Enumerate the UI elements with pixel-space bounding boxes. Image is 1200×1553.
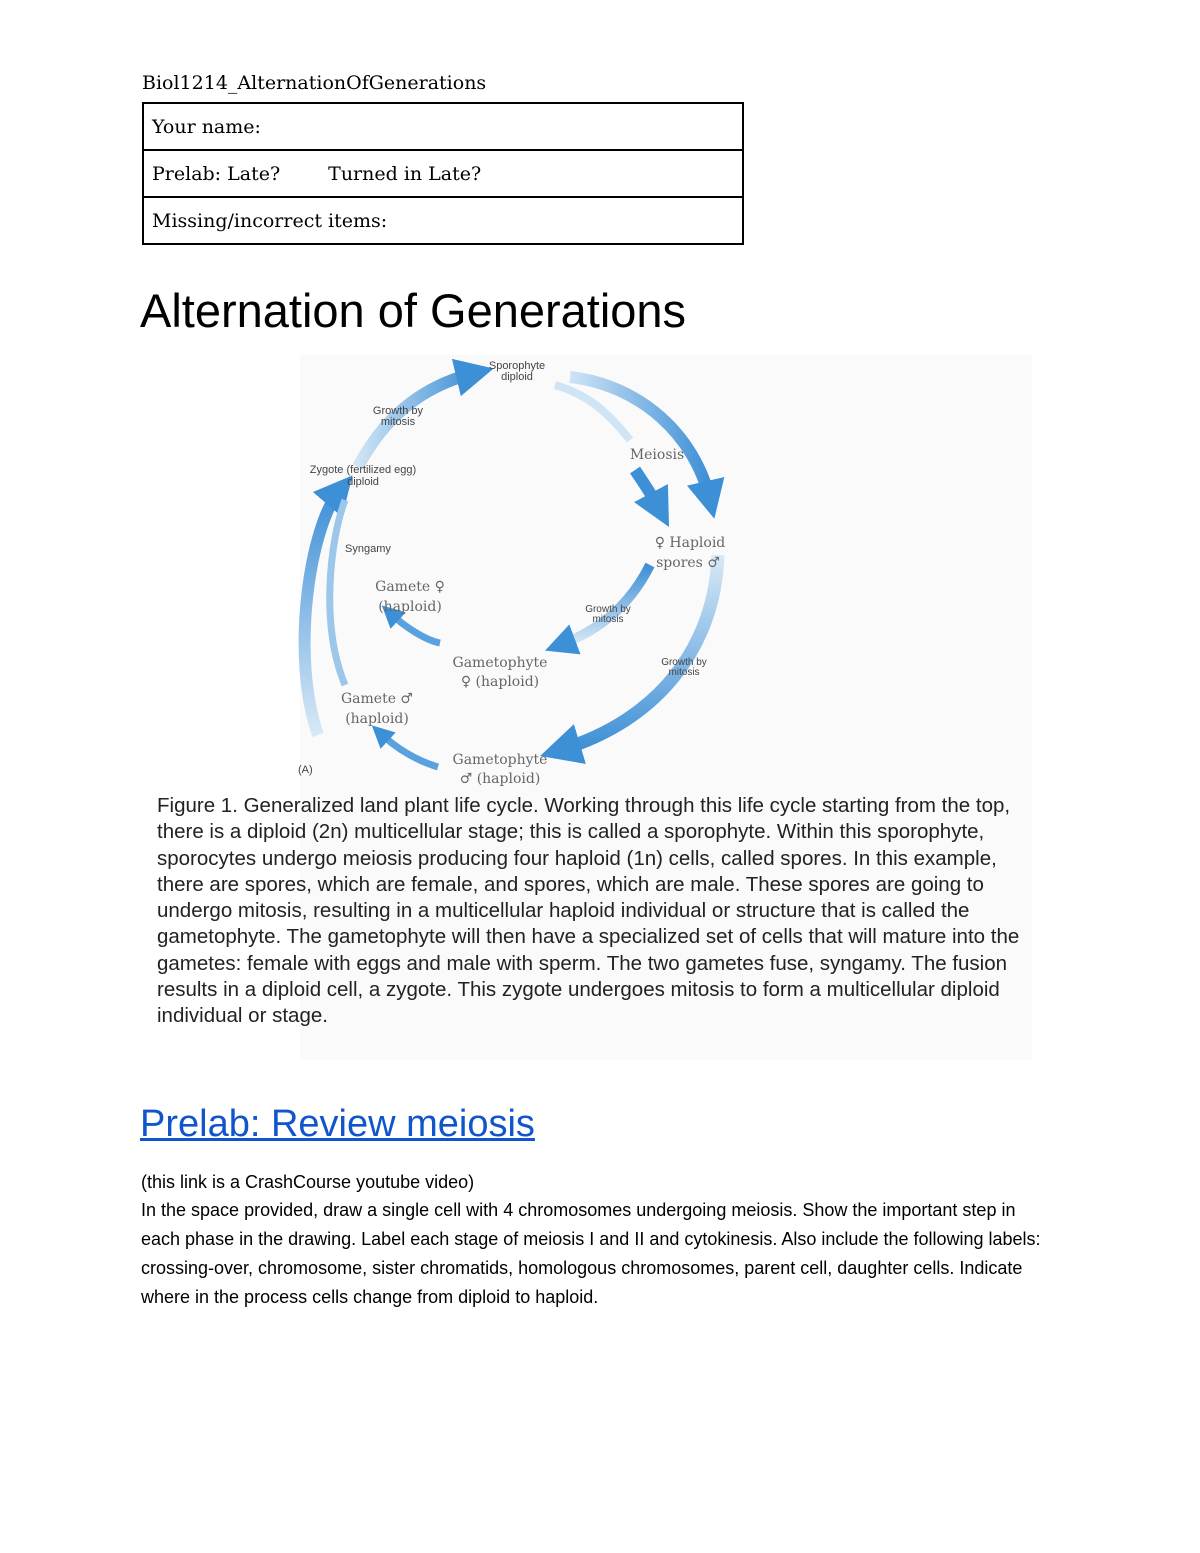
- prelab-late-label: Prelab: Late?: [152, 162, 281, 185]
- zygote-label-2: diploid: [347, 476, 379, 488]
- turned-in-late-label: Turned in Late?: [328, 162, 482, 185]
- gamete-male-label-1: Gamete ♂: [340, 691, 414, 707]
- figure-caption: Figure 1. Generalized land plant life cycle. Working through this life cycle starting from the top, there is a diploid (2n) multicellular stage; this is called a sporophyte. Within this sporophyte, sporocytes undergo meiosis producing four haploid (1n) cells, called spores. In this example, there are spores, which are female, and spores, which are male. These spores are going to undergo mitosis, resulting in a multicellular haploid individual or structure that is called the gametophyte. The gametophyte will then have a specialized set of cells that will mature into the gametes: female with eggs and male with sperm. The two gametes fuse, syngamy. The fusion results in a diploid cell, a zygote. This zygote undergoes mitosis to form a multicellular diploid individual or stage.: [157, 794, 1020, 1028]
- gametophyte-female-label-2: ♀ (haploid): [460, 674, 540, 690]
- gametophyte-female-label-1: Gametophyte: [452, 655, 548, 671]
- growth-right-label-2: mitosis: [668, 667, 700, 678]
- gamete-male-label-2: (haploid): [345, 711, 409, 727]
- gamete-female-label-2: (haploid): [378, 599, 442, 615]
- meiosis-label: Meiosis: [629, 447, 685, 463]
- name-row: [143, 103, 743, 150]
- sporophyte-label: Sporophyte: [488, 360, 546, 372]
- prelab-review-meiosis-link[interactable]: Prelab: Review meiosis: [140, 1103, 535, 1145]
- gametophyte-male-label-2: ♂ (haploid): [459, 771, 541, 787]
- growth-right-label-1: Growth by: [661, 657, 707, 668]
- page-title: Alternation of Generations: [140, 284, 687, 337]
- missing-row: [143, 197, 743, 244]
- spores-label-1: ♀ Haploid: [654, 535, 726, 551]
- growth-top-label-1: Growth by: [372, 405, 424, 417]
- zygote-label-1: Zygote (fertilized egg): [309, 464, 417, 476]
- grading-info-table: [142, 102, 744, 245]
- gamete-female-label-1: Gamete ♀: [375, 579, 445, 595]
- panel-label: (A): [298, 764, 313, 776]
- sporophyte-ploidy-label: diploid: [501, 371, 533, 383]
- growth-top-label-2: mitosis: [380, 416, 416, 428]
- spores-label-2: spores ♂: [656, 555, 720, 571]
- syngamy-label: Syngamy: [345, 543, 391, 555]
- growth-mid-label-1: Growth by: [585, 604, 631, 615]
- late-row: [143, 150, 743, 197]
- name-cell: Your name:: [143, 103, 743, 150]
- gametophyte-male-label-1: Gametophyte: [452, 752, 548, 768]
- document-header: Biol1214_AlternationOfGenerations: [142, 72, 487, 94]
- link-note: (this link is a CrashCourse youtube video): [141, 1172, 475, 1192]
- growth-mid-label-2: mitosis: [592, 614, 624, 625]
- prelab-instructions: In the space provided, draw a single cell with 4 chromosomes undergoing meiosis. Show the important step in each phase in the drawing. Label each stage of meiosis I and II and cytokinesis. Also include the following labels: crossing-over, chromosome, sister chromatids, homologous chromosomes, parent cell, daughter cells. Indicate where in the process cells change from diploid to haploid.: [141, 1200, 1041, 1307]
- missing-cell: Missing/incorrect items:: [143, 197, 743, 244]
- late-cell: [143, 150, 743, 197]
